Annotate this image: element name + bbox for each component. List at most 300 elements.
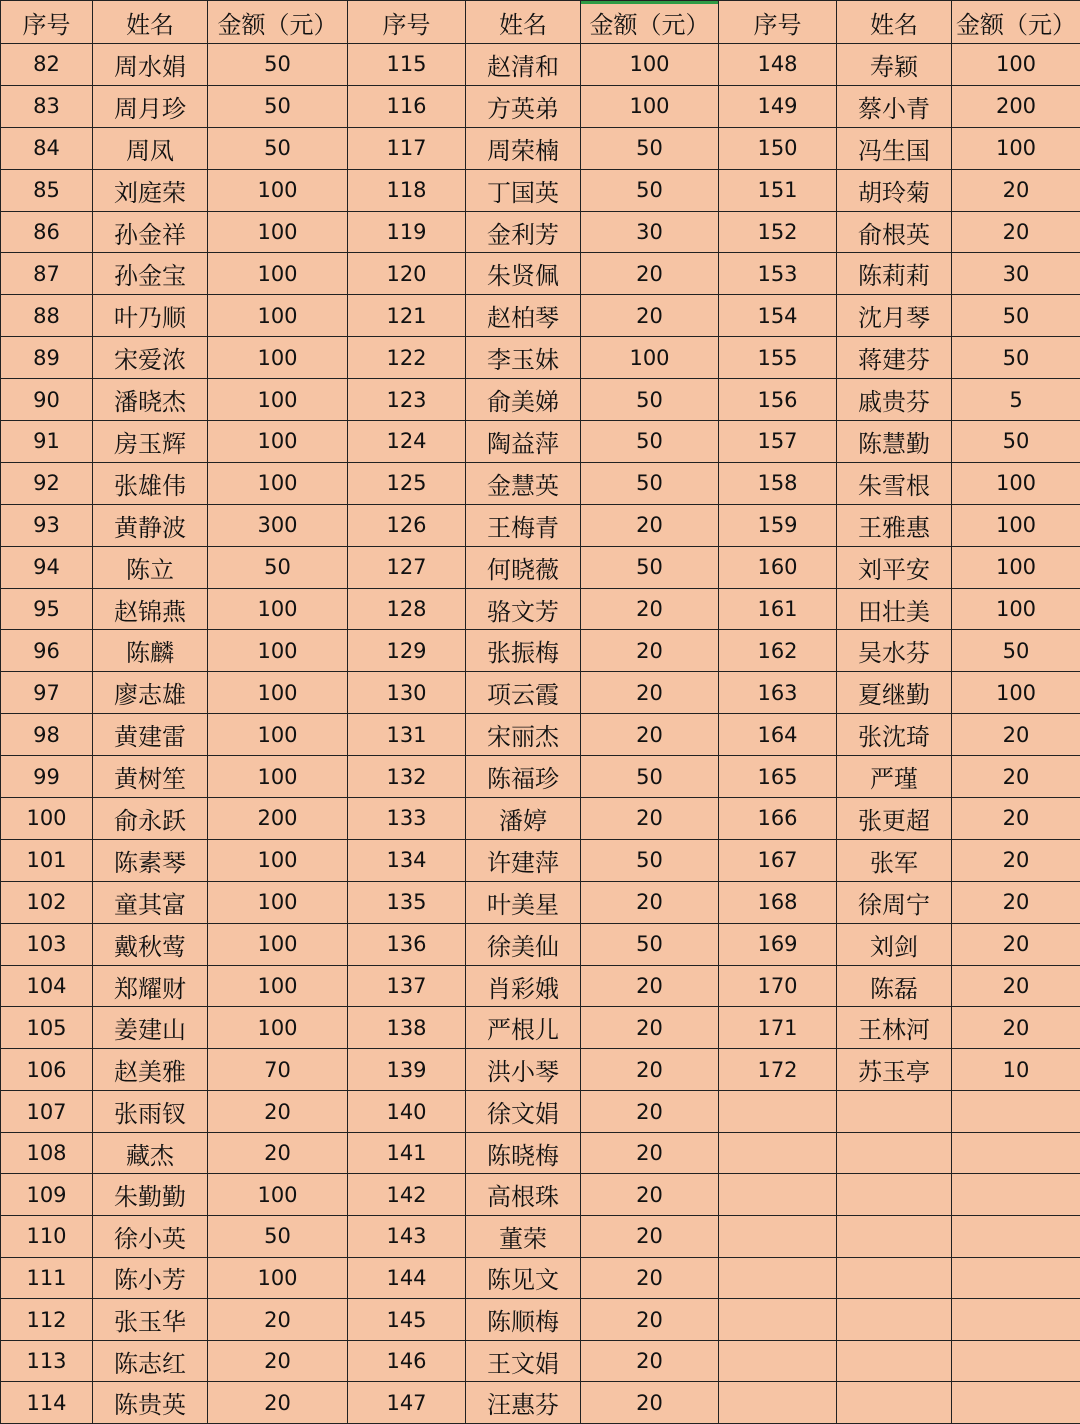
cell-seq[interactable] xyxy=(719,1174,837,1216)
cell-seq[interactable]: 141 xyxy=(348,1132,466,1174)
cell-seq[interactable]: 151 xyxy=(719,169,837,211)
cell-name[interactable]: 王梅青 xyxy=(466,504,581,546)
cell-name[interactable] xyxy=(837,1299,952,1341)
cell-name[interactable]: 潘晓杰 xyxy=(93,379,208,421)
cell-seq[interactable]: 128 xyxy=(348,588,466,630)
cell-name[interactable]: 徐周宁 xyxy=(837,881,952,923)
cell-amount[interactable]: 5 xyxy=(952,379,1080,421)
cell-seq[interactable]: 113 xyxy=(1,1340,93,1382)
cell-seq[interactable]: 87 xyxy=(1,253,93,295)
cell-seq[interactable]: 142 xyxy=(348,1174,466,1216)
cell-amount[interactable] xyxy=(952,1257,1080,1299)
cell-seq[interactable]: 114 xyxy=(1,1382,93,1424)
cell-seq[interactable] xyxy=(719,1382,837,1424)
cell-amount[interactable]: 50 xyxy=(208,127,348,169)
cell-amount[interactable]: 100 xyxy=(208,169,348,211)
cell-name[interactable]: 赵清和 xyxy=(466,44,581,86)
cell-amount[interactable]: 100 xyxy=(208,421,348,463)
cell-seq[interactable]: 83 xyxy=(1,85,93,127)
cell-amount[interactable]: 100 xyxy=(208,1257,348,1299)
cell-amount[interactable]: 20 xyxy=(952,881,1080,923)
cell-name[interactable]: 周荣楠 xyxy=(466,127,581,169)
cell-amount[interactable]: 50 xyxy=(581,421,719,463)
cell-amount[interactable]: 300 xyxy=(208,504,348,546)
cell-name[interactable]: 许建萍 xyxy=(466,839,581,881)
cell-amount[interactable]: 20 xyxy=(208,1340,348,1382)
cell-amount[interactable] xyxy=(952,1091,1080,1133)
cell-amount[interactable]: 100 xyxy=(581,44,719,86)
cell-seq[interactable]: 135 xyxy=(348,881,466,923)
cell-name[interactable]: 叶乃顺 xyxy=(93,295,208,337)
cell-name[interactable]: 廖志雄 xyxy=(93,672,208,714)
cell-amount[interactable]: 20 xyxy=(581,672,719,714)
cell-seq[interactable]: 127 xyxy=(348,546,466,588)
cell-name[interactable]: 张军 xyxy=(837,839,952,881)
cell-seq[interactable]: 98 xyxy=(1,714,93,756)
cell-seq[interactable]: 166 xyxy=(719,798,837,840)
cell-amount[interactable]: 20 xyxy=(581,630,719,672)
cell-name[interactable]: 方英弟 xyxy=(466,85,581,127)
cell-name[interactable]: 陈志红 xyxy=(93,1340,208,1382)
cell-amount[interactable]: 20 xyxy=(208,1382,348,1424)
cell-amount[interactable]: 100 xyxy=(208,588,348,630)
cell-name[interactable]: 徐美仙 xyxy=(466,923,581,965)
cell-amount[interactable]: 50 xyxy=(581,756,719,798)
cell-seq[interactable]: 125 xyxy=(348,462,466,504)
cell-amount[interactable]: 20 xyxy=(952,169,1080,211)
cell-amount[interactable]: 20 xyxy=(581,504,719,546)
cell-name[interactable]: 俞根英 xyxy=(837,211,952,253)
cell-amount[interactable]: 70 xyxy=(208,1049,348,1091)
cell-amount[interactable]: 100 xyxy=(208,295,348,337)
cell-amount[interactable]: 100 xyxy=(208,881,348,923)
cell-name[interactable]: 郑耀财 xyxy=(93,965,208,1007)
cell-seq[interactable]: 171 xyxy=(719,1007,837,1049)
cell-seq[interactable]: 94 xyxy=(1,546,93,588)
cell-name[interactable]: 陈莉莉 xyxy=(837,253,952,295)
cell-name[interactable]: 陈麟 xyxy=(93,630,208,672)
cell-seq[interactable]: 102 xyxy=(1,881,93,923)
cell-name[interactable]: 蔡小青 xyxy=(837,85,952,127)
cell-amount[interactable]: 100 xyxy=(952,546,1080,588)
cell-amount[interactable]: 20 xyxy=(581,1091,719,1133)
cell-seq[interactable]: 124 xyxy=(348,421,466,463)
cell-amount[interactable]: 100 xyxy=(208,337,348,379)
cell-seq[interactable]: 153 xyxy=(719,253,837,295)
cell-seq[interactable]: 172 xyxy=(719,1049,837,1091)
cell-seq[interactable]: 96 xyxy=(1,630,93,672)
cell-seq[interactable] xyxy=(719,1132,837,1174)
cell-amount[interactable]: 100 xyxy=(208,1007,348,1049)
cell-seq[interactable]: 119 xyxy=(348,211,466,253)
cell-amount[interactable]: 20 xyxy=(581,881,719,923)
cell-seq[interactable]: 155 xyxy=(719,337,837,379)
cell-amount[interactable]: 100 xyxy=(208,211,348,253)
cell-name[interactable]: 肖彩娥 xyxy=(466,965,581,1007)
cell-name[interactable]: 陈贵英 xyxy=(93,1382,208,1424)
cell-seq[interactable]: 115 xyxy=(348,44,466,86)
cell-name[interactable]: 孙金祥 xyxy=(93,211,208,253)
header-seq[interactable]: 序号 xyxy=(348,1,466,44)
cell-name[interactable]: 俞永跃 xyxy=(93,798,208,840)
cell-name[interactable]: 朱雪根 xyxy=(837,462,952,504)
cell-seq[interactable]: 111 xyxy=(1,1257,93,1299)
cell-seq[interactable] xyxy=(719,1257,837,1299)
cell-name[interactable]: 房玉辉 xyxy=(93,421,208,463)
cell-name[interactable]: 何晓薇 xyxy=(466,546,581,588)
cell-seq[interactable]: 133 xyxy=(348,798,466,840)
cell-name[interactable]: 吴水芬 xyxy=(837,630,952,672)
cell-amount[interactable]: 100 xyxy=(952,588,1080,630)
cell-seq[interactable]: 129 xyxy=(348,630,466,672)
cell-amount[interactable]: 100 xyxy=(952,127,1080,169)
cell-name[interactable]: 黄静波 xyxy=(93,504,208,546)
cell-amount[interactable]: 20 xyxy=(581,965,719,1007)
cell-amount[interactable]: 20 xyxy=(581,1132,719,1174)
cell-name[interactable] xyxy=(837,1340,952,1382)
cell-seq[interactable]: 156 xyxy=(719,379,837,421)
cell-name[interactable]: 李玉妹 xyxy=(466,337,581,379)
header-seq[interactable]: 序号 xyxy=(1,1,93,44)
cell-seq[interactable]: 139 xyxy=(348,1049,466,1091)
cell-amount[interactable]: 20 xyxy=(208,1132,348,1174)
cell-seq[interactable]: 104 xyxy=(1,965,93,1007)
cell-seq[interactable]: 108 xyxy=(1,1132,93,1174)
cell-seq[interactable]: 103 xyxy=(1,923,93,965)
cell-name[interactable]: 张雄伟 xyxy=(93,462,208,504)
cell-name[interactable]: 陶益萍 xyxy=(466,421,581,463)
cell-name[interactable]: 徐文娟 xyxy=(466,1091,581,1133)
cell-name[interactable]: 严瑾 xyxy=(837,756,952,798)
header-seq[interactable]: 序号 xyxy=(719,1,837,44)
cell-amount[interactable]: 100 xyxy=(952,672,1080,714)
cell-seq[interactable]: 97 xyxy=(1,672,93,714)
cell-seq[interactable]: 154 xyxy=(719,295,837,337)
cell-seq[interactable]: 163 xyxy=(719,672,837,714)
cell-seq[interactable]: 95 xyxy=(1,588,93,630)
cell-name[interactable]: 孙金宝 xyxy=(93,253,208,295)
cell-amount[interactable]: 100 xyxy=(952,462,1080,504)
cell-amount[interactable]: 20 xyxy=(952,756,1080,798)
cell-name[interactable] xyxy=(837,1174,952,1216)
cell-name[interactable] xyxy=(837,1382,952,1424)
cell-amount[interactable] xyxy=(952,1174,1080,1216)
cell-seq[interactable]: 160 xyxy=(719,546,837,588)
cell-name[interactable]: 张玉华 xyxy=(93,1299,208,1341)
cell-name[interactable]: 戚贵芬 xyxy=(837,379,952,421)
cell-name[interactable]: 王文娟 xyxy=(466,1340,581,1382)
cell-seq[interactable]: 148 xyxy=(719,44,837,86)
cell-amount[interactable]: 100 xyxy=(208,714,348,756)
cell-name[interactable]: 金慧英 xyxy=(466,462,581,504)
cell-amount[interactable]: 50 xyxy=(581,546,719,588)
cell-seq[interactable]: 122 xyxy=(348,337,466,379)
cell-amount[interactable]: 100 xyxy=(208,630,348,672)
cell-amount[interactable]: 20 xyxy=(581,1340,719,1382)
cell-seq[interactable]: 150 xyxy=(719,127,837,169)
cell-amount[interactable]: 20 xyxy=(581,1257,719,1299)
cell-seq[interactable]: 106 xyxy=(1,1049,93,1091)
cell-amount[interactable]: 30 xyxy=(581,211,719,253)
cell-amount[interactable]: 20 xyxy=(952,965,1080,1007)
cell-seq[interactable]: 109 xyxy=(1,1174,93,1216)
cell-seq[interactable]: 110 xyxy=(1,1216,93,1258)
cell-seq[interactable]: 101 xyxy=(1,839,93,881)
cell-seq[interactable]: 137 xyxy=(348,965,466,1007)
cell-amount[interactable]: 20 xyxy=(581,1299,719,1341)
cell-amount[interactable]: 100 xyxy=(208,1174,348,1216)
cell-name[interactable]: 高根珠 xyxy=(466,1174,581,1216)
cell-seq[interactable]: 91 xyxy=(1,421,93,463)
cell-amount[interactable] xyxy=(952,1216,1080,1258)
cell-name[interactable]: 周凤 xyxy=(93,127,208,169)
cell-amount[interactable]: 50 xyxy=(208,44,348,86)
cell-name[interactable]: 夏继勤 xyxy=(837,672,952,714)
cell-seq[interactable]: 152 xyxy=(719,211,837,253)
cell-seq[interactable]: 165 xyxy=(719,756,837,798)
cell-name[interactable]: 刘庭荣 xyxy=(93,169,208,211)
cell-amount[interactable]: 20 xyxy=(581,253,719,295)
cell-seq[interactable] xyxy=(719,1340,837,1382)
cell-seq[interactable]: 132 xyxy=(348,756,466,798)
cell-name[interactable]: 姜建山 xyxy=(93,1007,208,1049)
cell-name[interactable] xyxy=(837,1257,952,1299)
cell-name[interactable]: 王雅惠 xyxy=(837,504,952,546)
cell-amount[interactable] xyxy=(952,1299,1080,1341)
cell-amount[interactable]: 100 xyxy=(208,965,348,1007)
cell-seq[interactable]: 84 xyxy=(1,127,93,169)
cell-name[interactable]: 陈立 xyxy=(93,546,208,588)
cell-name[interactable]: 严根儿 xyxy=(466,1007,581,1049)
cell-seq[interactable]: 161 xyxy=(719,588,837,630)
header-amount[interactable]: 金额（元） xyxy=(208,1,348,44)
cell-name[interactable]: 刘平安 xyxy=(837,546,952,588)
cell-name[interactable]: 宋丽杰 xyxy=(466,714,581,756)
cell-name[interactable]: 黄树笙 xyxy=(93,756,208,798)
cell-amount[interactable]: 200 xyxy=(952,85,1080,127)
cell-amount[interactable]: 50 xyxy=(581,127,719,169)
cell-seq[interactable]: 131 xyxy=(348,714,466,756)
cell-amount[interactable]: 50 xyxy=(581,379,719,421)
cell-name[interactable]: 潘婷 xyxy=(466,798,581,840)
cell-amount[interactable]: 20 xyxy=(952,1007,1080,1049)
cell-seq[interactable]: 147 xyxy=(348,1382,466,1424)
cell-seq[interactable]: 145 xyxy=(348,1299,466,1341)
cell-name[interactable]: 洪小琴 xyxy=(466,1049,581,1091)
cell-seq[interactable]: 157 xyxy=(719,421,837,463)
cell-name[interactable]: 冯生国 xyxy=(837,127,952,169)
cell-amount[interactable]: 50 xyxy=(952,337,1080,379)
cell-name[interactable]: 寿颖 xyxy=(837,44,952,86)
cell-amount[interactable]: 100 xyxy=(208,253,348,295)
cell-name[interactable]: 金利芳 xyxy=(466,211,581,253)
cell-name[interactable]: 陈晓梅 xyxy=(466,1132,581,1174)
cell-amount[interactable]: 50 xyxy=(952,295,1080,337)
cell-name[interactable]: 沈月琴 xyxy=(837,295,952,337)
cell-seq[interactable]: 92 xyxy=(1,462,93,504)
cell-seq[interactable]: 82 xyxy=(1,44,93,86)
cell-name[interactable]: 蒋建芬 xyxy=(837,337,952,379)
cell-amount[interactable]: 30 xyxy=(952,253,1080,295)
cell-amount[interactable]: 100 xyxy=(208,923,348,965)
cell-name[interactable]: 胡玲菊 xyxy=(837,169,952,211)
cell-seq[interactable]: 136 xyxy=(348,923,466,965)
cell-seq[interactable]: 123 xyxy=(348,379,466,421)
cell-seq[interactable]: 112 xyxy=(1,1299,93,1341)
cell-name[interactable]: 王林河 xyxy=(837,1007,952,1049)
cell-seq[interactable]: 100 xyxy=(1,798,93,840)
header-name[interactable]: 姓名 xyxy=(93,1,208,44)
cell-amount[interactable]: 100 xyxy=(208,756,348,798)
header-name[interactable]: 姓名 xyxy=(466,1,581,44)
cell-amount[interactable]: 200 xyxy=(208,798,348,840)
cell-seq[interactable]: 159 xyxy=(719,504,837,546)
cell-seq[interactable]: 120 xyxy=(348,253,466,295)
cell-amount[interactable]: 100 xyxy=(208,839,348,881)
cell-seq[interactable]: 134 xyxy=(348,839,466,881)
cell-name[interactable] xyxy=(837,1132,952,1174)
cell-amount[interactable]: 50 xyxy=(581,839,719,881)
cell-seq[interactable]: 99 xyxy=(1,756,93,798)
cell-amount[interactable]: 20 xyxy=(581,1174,719,1216)
cell-seq[interactable]: 164 xyxy=(719,714,837,756)
cell-seq[interactable]: 143 xyxy=(348,1216,466,1258)
cell-amount[interactable]: 20 xyxy=(581,1382,719,1424)
cell-amount[interactable]: 20 xyxy=(952,211,1080,253)
cell-seq[interactable]: 167 xyxy=(719,839,837,881)
cell-name[interactable]: 赵美雅 xyxy=(93,1049,208,1091)
cell-seq[interactable]: 107 xyxy=(1,1091,93,1133)
cell-name[interactable]: 戴秋莺 xyxy=(93,923,208,965)
cell-amount[interactable]: 100 xyxy=(952,44,1080,86)
cell-amount[interactable]: 50 xyxy=(952,630,1080,672)
cell-amount[interactable]: 100 xyxy=(208,379,348,421)
cell-amount[interactable]: 20 xyxy=(952,714,1080,756)
cell-name[interactable]: 朱勤勤 xyxy=(93,1174,208,1216)
cell-name[interactable]: 张更超 xyxy=(837,798,952,840)
cell-seq[interactable]: 169 xyxy=(719,923,837,965)
cell-name[interactable]: 赵锦燕 xyxy=(93,588,208,630)
cell-name[interactable]: 周水娟 xyxy=(93,44,208,86)
cell-seq[interactable]: 126 xyxy=(348,504,466,546)
cell-seq[interactable]: 89 xyxy=(1,337,93,379)
cell-name[interactable]: 项云霞 xyxy=(466,672,581,714)
cell-seq[interactable]: 162 xyxy=(719,630,837,672)
cell-name[interactable]: 苏玉亭 xyxy=(837,1049,952,1091)
cell-seq[interactable]: 116 xyxy=(348,85,466,127)
cell-amount[interactable]: 20 xyxy=(208,1299,348,1341)
cell-name[interactable] xyxy=(837,1091,952,1133)
cell-seq[interactable]: 149 xyxy=(719,85,837,127)
cell-amount[interactable]: 20 xyxy=(208,1091,348,1133)
cell-seq[interactable] xyxy=(719,1216,837,1258)
cell-seq[interactable]: 105 xyxy=(1,1007,93,1049)
cell-name[interactable]: 叶美星 xyxy=(466,881,581,923)
cell-name[interactable]: 陈见文 xyxy=(466,1257,581,1299)
cell-amount[interactable] xyxy=(952,1382,1080,1424)
cell-name[interactable]: 张雨钗 xyxy=(93,1091,208,1133)
cell-name[interactable]: 汪惠芬 xyxy=(466,1382,581,1424)
cell-amount[interactable]: 20 xyxy=(952,798,1080,840)
cell-seq[interactable]: 170 xyxy=(719,965,837,1007)
cell-amount[interactable]: 20 xyxy=(581,295,719,337)
cell-seq[interactable]: 130 xyxy=(348,672,466,714)
cell-name[interactable]: 黄建雷 xyxy=(93,714,208,756)
cell-name[interactable]: 董荣 xyxy=(466,1216,581,1258)
cell-seq[interactable]: 118 xyxy=(348,169,466,211)
cell-amount[interactable] xyxy=(952,1340,1080,1382)
cell-seq[interactable]: 140 xyxy=(348,1091,466,1133)
cell-name[interactable]: 朱贤佩 xyxy=(466,253,581,295)
cell-seq[interactable] xyxy=(719,1299,837,1341)
cell-name[interactable]: 赵柏琴 xyxy=(466,295,581,337)
cell-seq[interactable] xyxy=(719,1091,837,1133)
cell-amount[interactable]: 10 xyxy=(952,1049,1080,1091)
cell-name[interactable] xyxy=(837,1216,952,1258)
cell-name[interactable]: 丁国英 xyxy=(466,169,581,211)
cell-name[interactable]: 周月珍 xyxy=(93,85,208,127)
cell-name[interactable]: 徐小英 xyxy=(93,1216,208,1258)
cell-amount[interactable]: 20 xyxy=(581,1007,719,1049)
cell-name[interactable]: 田壮美 xyxy=(837,588,952,630)
cell-amount[interactable]: 20 xyxy=(581,1049,719,1091)
cell-name[interactable]: 陈顺梅 xyxy=(466,1299,581,1341)
cell-name[interactable]: 张振梅 xyxy=(466,630,581,672)
cell-seq[interactable]: 88 xyxy=(1,295,93,337)
cell-seq[interactable]: 158 xyxy=(719,462,837,504)
header-amount[interactable]: 金额（元） xyxy=(952,1,1080,44)
cell-amount[interactable]: 20 xyxy=(581,588,719,630)
cell-seq[interactable]: 138 xyxy=(348,1007,466,1049)
cell-name[interactable]: 陈慧勤 xyxy=(837,421,952,463)
cell-amount[interactable]: 50 xyxy=(208,1216,348,1258)
cell-amount[interactable]: 50 xyxy=(581,169,719,211)
cell-name[interactable]: 刘剑 xyxy=(837,923,952,965)
cell-seq[interactable]: 85 xyxy=(1,169,93,211)
header-name[interactable]: 姓名 xyxy=(837,1,952,44)
cell-name[interactable]: 童其富 xyxy=(93,881,208,923)
cell-name[interactable]: 张沈琦 xyxy=(837,714,952,756)
cell-amount[interactable]: 100 xyxy=(581,85,719,127)
cell-seq[interactable]: 93 xyxy=(1,504,93,546)
cell-amount[interactable]: 50 xyxy=(952,421,1080,463)
cell-name[interactable]: 陈素琴 xyxy=(93,839,208,881)
cell-seq[interactable]: 146 xyxy=(348,1340,466,1382)
cell-amount[interactable]: 100 xyxy=(581,337,719,379)
cell-seq[interactable]: 144 xyxy=(348,1257,466,1299)
cell-amount[interactable]: 50 xyxy=(581,462,719,504)
header-amount[interactable]: 金额（元） xyxy=(581,1,719,44)
cell-amount[interactable]: 100 xyxy=(952,504,1080,546)
cell-amount[interactable]: 50 xyxy=(208,85,348,127)
cell-amount[interactable] xyxy=(952,1132,1080,1174)
cell-name[interactable]: 陈小芳 xyxy=(93,1257,208,1299)
cell-amount[interactable]: 20 xyxy=(581,798,719,840)
cell-amount[interactable]: 20 xyxy=(952,923,1080,965)
cell-seq[interactable]: 86 xyxy=(1,211,93,253)
cell-name[interactable]: 陈福珍 xyxy=(466,756,581,798)
cell-name[interactable]: 俞美娣 xyxy=(466,379,581,421)
cell-seq[interactable]: 117 xyxy=(348,127,466,169)
cell-amount[interactable]: 100 xyxy=(208,672,348,714)
cell-seq[interactable]: 90 xyxy=(1,379,93,421)
cell-seq[interactable]: 121 xyxy=(348,295,466,337)
cell-name[interactable]: 陈磊 xyxy=(837,965,952,1007)
cell-name[interactable]: 骆文芳 xyxy=(466,588,581,630)
cell-amount[interactable]: 100 xyxy=(208,462,348,504)
cell-name[interactable]: 藏杰 xyxy=(93,1132,208,1174)
cell-seq[interactable]: 168 xyxy=(719,881,837,923)
